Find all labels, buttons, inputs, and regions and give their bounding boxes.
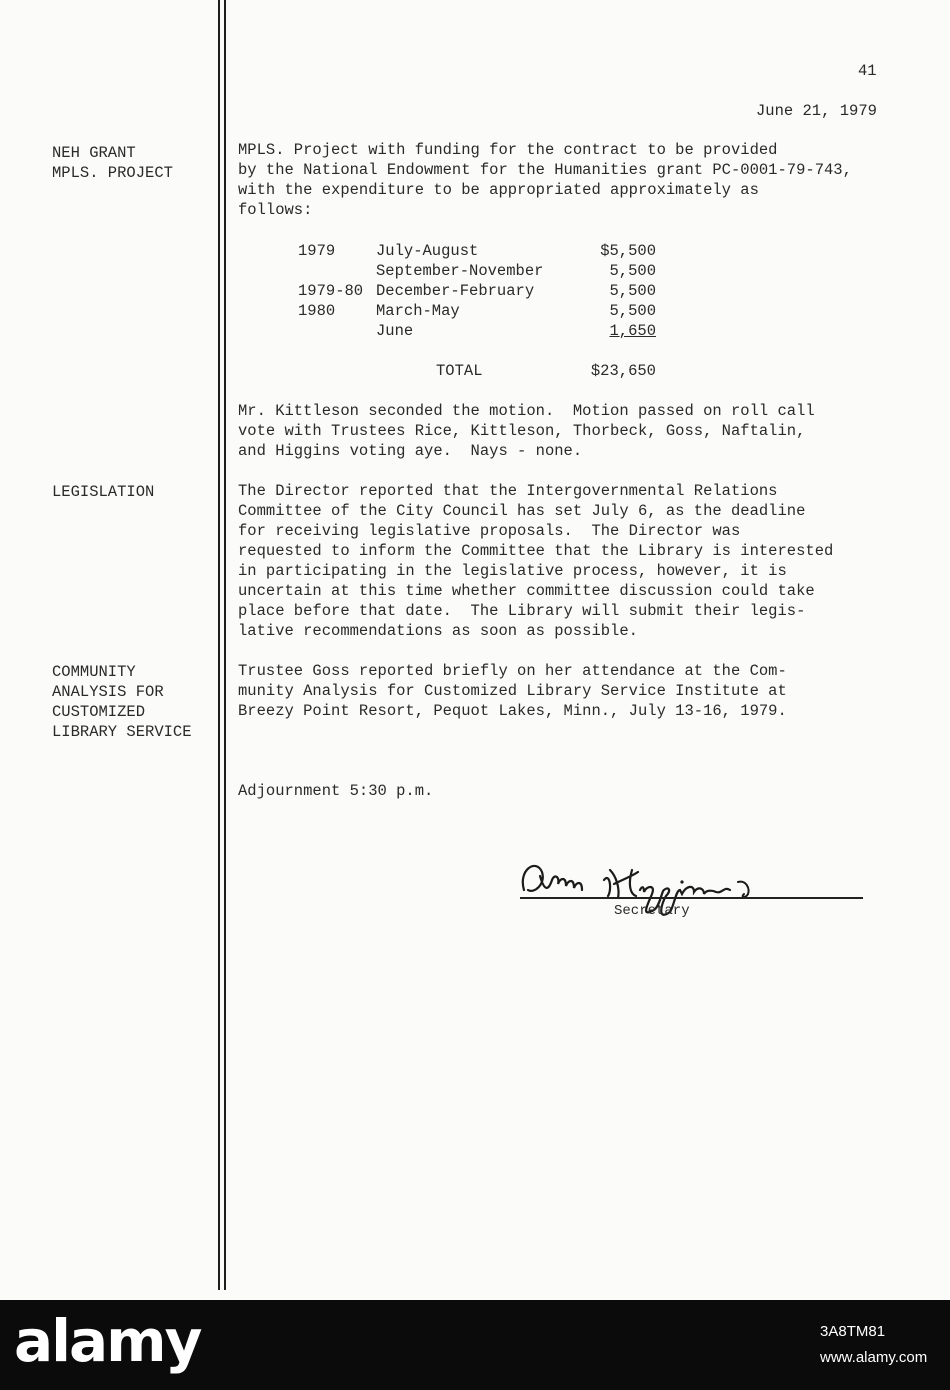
neh-paragraph-line: follows: (238, 201, 313, 219)
signature-title: Secretary (614, 903, 690, 919)
signature-line (520, 897, 863, 899)
legislation-line: in participating in the legislative process, however, it is (238, 562, 787, 580)
community-line: Breezy Point Resort, Pequot Lakes, Minn., July 13-16, 1979. (238, 702, 787, 720)
vote-line: and Higgins voting aye. Nays - none. (238, 442, 583, 460)
legislation-line: uncertain at this time whether committee discussion could take (238, 582, 815, 600)
legislation-line: Committee of the City Council has set July 6, as the deadline (238, 502, 806, 520)
legislation-line: for receiving legislative proposals. The Director was (238, 522, 741, 540)
schedule-period: July-August (376, 242, 479, 260)
schedule-amount: 5,500 (609, 302, 656, 320)
alamy-logo: alamy (14, 1307, 201, 1375)
side-label-community-1: COMMUNITY (52, 663, 136, 681)
schedule-year: 1979 (298, 242, 336, 260)
schedule-year: 1980 (298, 302, 336, 320)
schedule-period: June (376, 322, 414, 340)
total-label: TOTAL (436, 362, 483, 380)
schedule-year: 1979-80 (298, 282, 364, 300)
schedule-amount: 5,500 (609, 262, 656, 280)
legislation-line: The Director reported that the Intergovernmental Relations (238, 482, 778, 500)
schedule-amount: 5,500 (609, 282, 656, 300)
side-label-neh-1: NEH GRANT (52, 144, 136, 162)
side-label-legislation: LEGISLATION (52, 483, 155, 501)
neh-paragraph-line: with the expenditure to be appropriated approximately as (238, 181, 759, 199)
margin-rule-left (218, 0, 220, 1290)
community-line: Trustee Goss reported briefly on her attendance at the Com- (238, 662, 787, 680)
vote-line: Mr. Kittleson seconded the motion. Motion passed on roll call (238, 402, 815, 420)
legislation-line: requested to inform the Committee that the Library is interested (238, 542, 834, 560)
neh-paragraph-line: by the National Endowment for the Humanities grant PC-0001-79-743, (238, 161, 852, 179)
adjournment: Adjournment 5:30 p.m. (238, 782, 434, 800)
total-amount: $23,650 (590, 362, 656, 380)
schedule-period: September-November (376, 262, 544, 280)
vote-line: vote with Trustees Rice, Kittleson, Thorbeck, Goss, Naftalin, (238, 422, 806, 440)
meeting-date: June 21, 1979 (756, 102, 877, 120)
image-id: 3A8TM81 (820, 1323, 886, 1340)
site-url: www.alamy.com (820, 1349, 928, 1366)
side-label-neh-2: MPLS. PROJECT (52, 164, 173, 182)
neh-paragraph-line: MPLS. Project with funding for the contract to be provided (238, 141, 778, 159)
side-label-community-2: ANALYSIS FOR (52, 683, 164, 701)
side-label-community-3: CUSTOMIZED (52, 703, 146, 721)
schedule-amount: $5,500 (600, 242, 656, 260)
schedule-period: March-May (376, 302, 460, 320)
schedule-amount: 1,650 (609, 322, 656, 340)
community-line: munity Analysis for Customized Library Service Institute at (238, 682, 787, 700)
legislation-line: place before that date. The Library will submit their legis- (238, 602, 806, 620)
legislation-line: lative recommendations as soon as possible. (238, 622, 638, 640)
schedule-period: December-February (376, 282, 535, 300)
side-label-community-4: LIBRARY SERVICE (52, 723, 192, 741)
margin-rule-right (224, 0, 226, 1290)
page-number: 41 (858, 62, 877, 80)
